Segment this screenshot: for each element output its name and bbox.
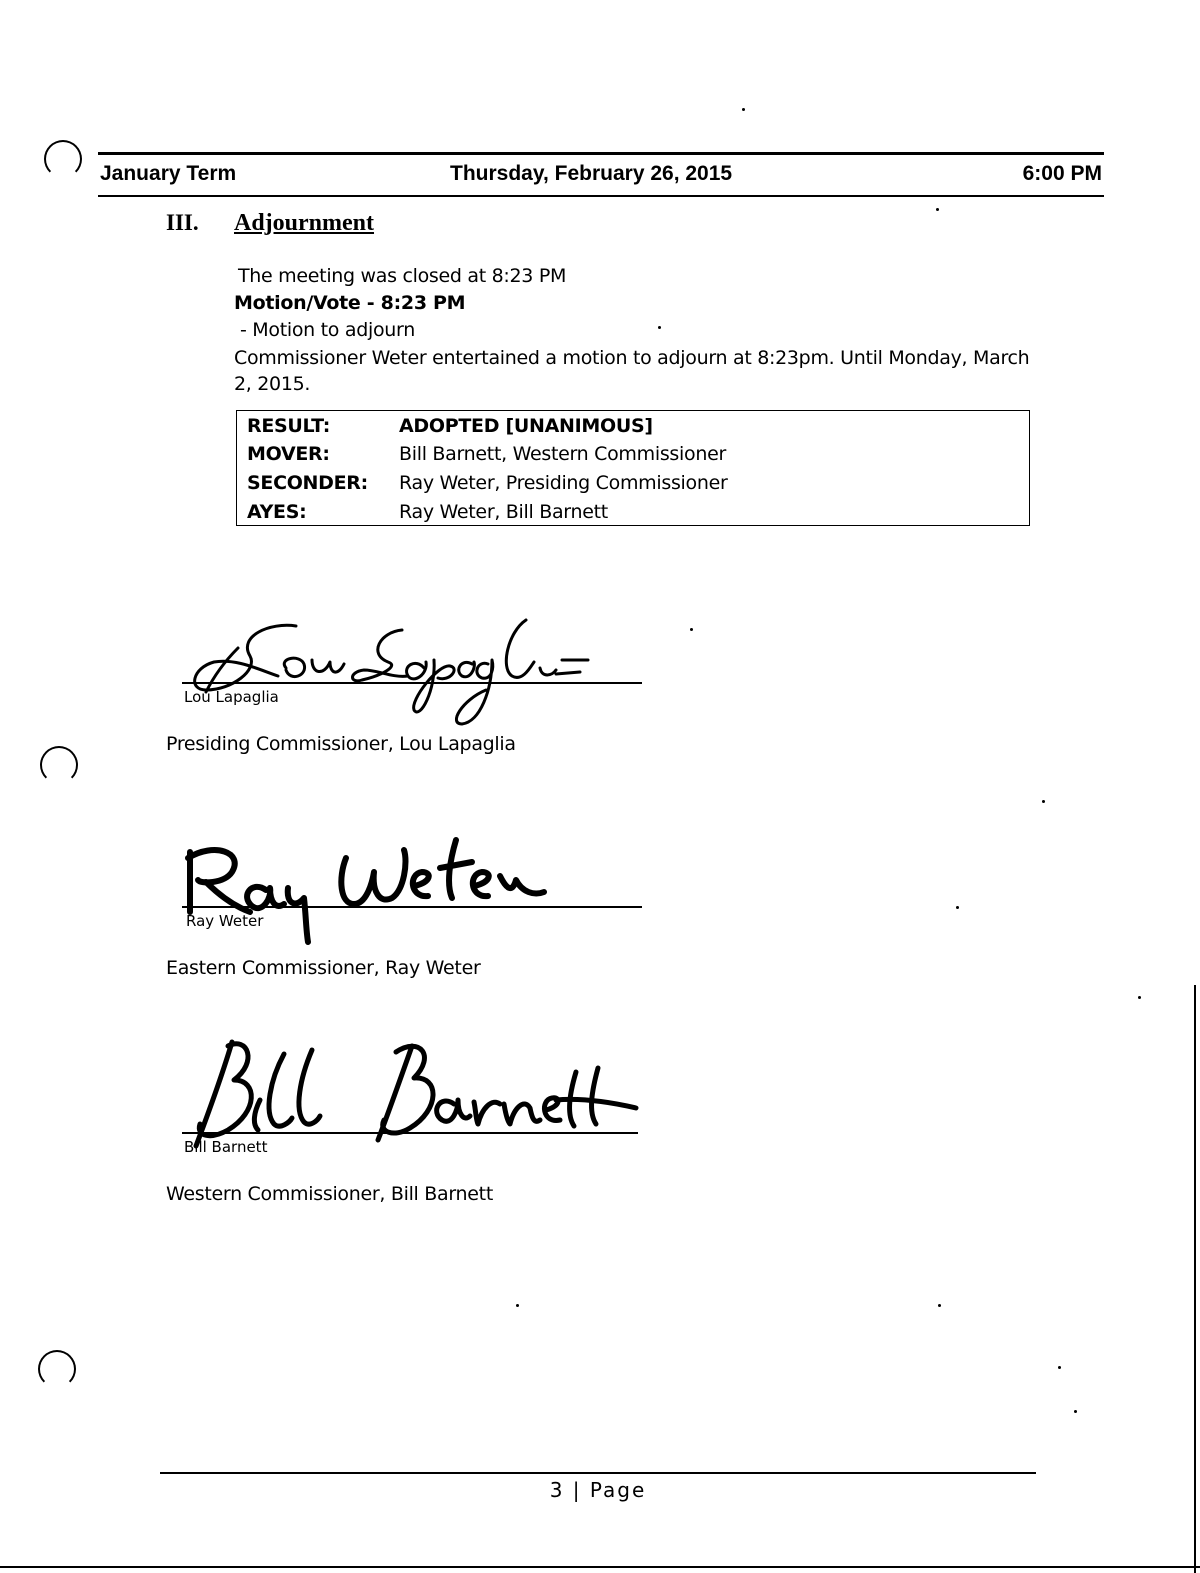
header-term: January Term: [100, 162, 237, 185]
vote-key: MOVER:: [247, 443, 330, 465]
section-number: III.: [166, 210, 199, 235]
signature-line: [182, 682, 642, 684]
signature-title: Western Commissioner, Bill Barnett: [166, 1183, 493, 1205]
vote-value: Ray Weter, Presiding Commissioner: [399, 472, 728, 494]
page-bottom-border: [0, 1566, 1200, 1568]
scan-speck: [658, 326, 661, 329]
punch-hole-bottom: [38, 1350, 76, 1388]
vote-value: ADOPTED [UNANIMOUS]: [399, 415, 653, 437]
signature-printed-name: Bill Barnett: [184, 1138, 268, 1156]
vote-key: SECONDER:: [247, 472, 368, 494]
scan-speck: [938, 1304, 941, 1307]
signature-line: [182, 1132, 638, 1134]
header-time: 6:00 PM: [1022, 162, 1102, 185]
scan-speck: [742, 108, 745, 111]
page-right-border: [1194, 985, 1196, 1573]
header-top-rule: [98, 152, 1104, 155]
punch-hole-top: [44, 140, 82, 178]
motion-vote-heading: Motion/Vote - 8:23 PM: [234, 292, 466, 314]
vote-result-table: [236, 410, 1030, 526]
scan-speck: [956, 906, 959, 909]
vote-key: AYES:: [247, 501, 307, 523]
section-title: Adjournment: [234, 210, 375, 236]
footer-rule: [160, 1472, 1036, 1474]
motion-item: - Motion to adjourn: [240, 319, 415, 341]
scan-speck: [1074, 1410, 1077, 1413]
vote-value: Bill Barnett, Western Commissioner: [399, 443, 726, 465]
header-date: Thursday, February 26, 2015: [450, 162, 733, 185]
scan-speck: [1138, 996, 1141, 999]
header-bottom-rule: [98, 195, 1104, 197]
scan-speck: [936, 208, 939, 211]
scan-speck: [690, 628, 693, 631]
scan-speck: [1042, 800, 1045, 803]
punch-hole-middle: [40, 746, 78, 784]
scan-speck: [516, 1304, 519, 1307]
signature-title: Presiding Commissioner, Lou Lapaglia: [166, 733, 516, 755]
signature-line: [182, 906, 642, 908]
meeting-closed-text: The meeting was closed at 8:23 PM: [238, 265, 567, 287]
vote-key: RESULT:: [247, 415, 331, 437]
signature-printed-name: Ray Weter: [186, 912, 264, 930]
signature-printed-name: Lou Lapaglia: [184, 688, 279, 706]
signature-title: Eastern Commissioner, Ray Weter: [166, 957, 481, 979]
vote-value: Ray Weter, Bill Barnett: [399, 501, 608, 523]
page-number: 3 | Page: [549, 1478, 647, 1502]
scan-speck: [1058, 1366, 1061, 1369]
motion-description-line2: 2, 2015.: [234, 373, 311, 395]
motion-description-line1: Commissioner Weter entertained a motion to adjourn at 8:23pm. Until Monday, March: [234, 347, 1030, 369]
